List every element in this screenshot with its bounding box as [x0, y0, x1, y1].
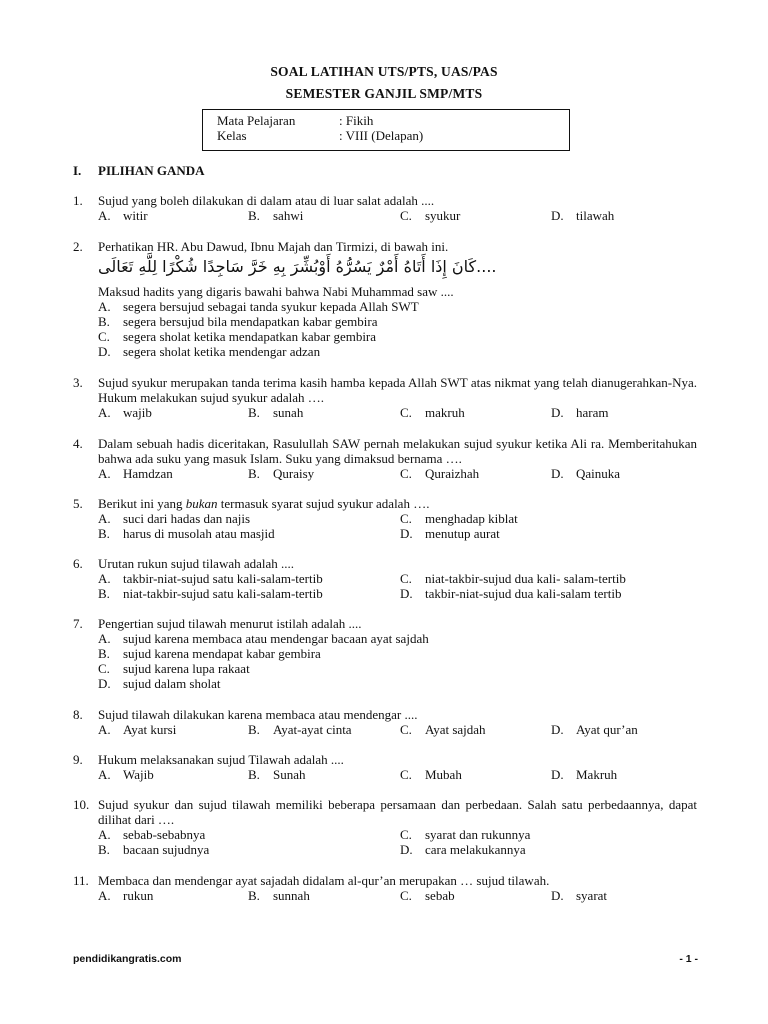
option-d: D. sujud dalam sholat — [98, 676, 221, 691]
title-line-1: SOAL LATIHAN UTS/PTS, UAS/PAS — [270, 64, 498, 79]
option-d: D. tilawah — [551, 208, 615, 223]
question-text: Pengertian sujud tilawah menurut istilah adalah .... — [98, 616, 362, 631]
question-10 — [73, 797, 697, 857]
option-b: B. Quraisy — [248, 466, 315, 481]
question-1 — [73, 193, 697, 223]
class-value: : VIII (Delapan) — [339, 128, 424, 143]
question-number: 5. — [73, 496, 83, 511]
options-row — [98, 208, 697, 223]
class-label: Kelas — [217, 128, 247, 143]
options-row — [98, 722, 697, 737]
question-9 — [73, 752, 697, 782]
subject-info-box — [202, 109, 570, 151]
question-text: Sujud syukur dan sujud tilawah memiliki beberapa persamaan dan perbedaan. Salah satu perbedaannya, dapat dilihat dari …. — [98, 797, 697, 827]
option-c: C. syarat dan rukunnya — [400, 827, 531, 842]
section-title: PILIHAN GANDA — [98, 163, 205, 178]
question-text: Sujud tilawah dilakukan karena membaca atau mendengar .... — [98, 707, 418, 722]
hadith-arabic-text: ....كَانَ إِذَا أَتَاهُ أَمْرٌ يَسُرُّهُ أَوْبُشِّرَ بِهِ خَرَّ سَاجِدًا شُكْرًا لِلَّهِ تَعَالَى — [98, 257, 497, 276]
hadith-arabic — [98, 254, 697, 284]
question-number: 6. — [73, 556, 83, 571]
question-number: 3. — [73, 375, 83, 390]
option-a: A. segera bersujud sebagai tanda syukur kepada Allah SWT — [98, 299, 419, 314]
option-b: B. niat-takbir-sujud satu kali-salam-tertib — [98, 586, 323, 601]
option-a: A. Wajib — [98, 767, 154, 782]
option-d: D. haram — [551, 405, 609, 420]
option-c: C. Mubah — [400, 767, 462, 782]
question-text: Sujud yang boleh dilakukan di dalam atau di luar salat adalah .... — [98, 193, 435, 208]
option-b: B. sujud karena mendapat kabar gembira — [98, 646, 321, 661]
question-text: Hukum melaksanakan sujud Tilawah adalah .... — [98, 752, 344, 767]
question-number: 8. — [73, 707, 83, 722]
options-list — [98, 299, 697, 359]
footer-site: pendidikangratis.com — [73, 953, 182, 965]
question-text: Membaca dan mendengar ayat sajadah didalam al-qur’an merupakan … sujud tilawah. — [98, 873, 550, 888]
question-5 — [73, 496, 697, 541]
options-list — [98, 631, 697, 691]
options-row — [98, 405, 697, 420]
options-row-1 — [98, 571, 697, 586]
option-d: D. cara melakukannya — [400, 842, 526, 857]
question-number: 4. — [73, 436, 83, 451]
question-text: Dalam sebuah hadis diceritakan, Rasulullah SAW pernah melakukan sujud syukur ketika Ali ra. Memberitahukan bahwa ada suku yang masuk Islam. Suku yang dimaksud bernama …. — [98, 436, 697, 466]
options-row-1 — [98, 827, 697, 842]
option-c: C. segera sholat ketika mendapatkan kabar gembira — [98, 329, 377, 344]
option-d: D. menutup aurat — [400, 526, 500, 541]
option-b: B. segera bersujud bila mendapatkan kabar gembira — [98, 314, 378, 329]
question-6 — [73, 556, 697, 601]
option-b: B. Sunah — [248, 767, 306, 782]
option-a: A. suci dari hadas dan najis — [98, 511, 251, 526]
section-number: I. — [73, 163, 82, 178]
question-text: Urutan rukun sujud tilawah adalah .... — [98, 556, 295, 571]
subject-label: Mata Pelajaran — [217, 113, 296, 128]
option-b: B. sunah — [248, 405, 304, 420]
options-row-2 — [98, 842, 697, 857]
options-row — [98, 767, 697, 782]
option-b: B. harus di musolah atau masjid — [98, 526, 275, 541]
question-2 — [73, 239, 697, 359]
option-c: C. sebab — [400, 888, 455, 903]
question-text: Sujud syukur merupakan tanda terima kasih hamba kepada Allah SWT atas nikmat yang telah dianugerahkan-Nya. Hukum melakukan sujud syukur adalah …. — [98, 375, 697, 405]
option-a: A. Hamdzan — [98, 466, 173, 481]
question-number: 2. — [73, 239, 83, 254]
option-d: D. syarat — [551, 888, 608, 903]
question-number: 1. — [73, 193, 83, 208]
options-row-2 — [98, 586, 697, 601]
option-c: C. niat-takbir-sujud dua kali- salam-tertib — [400, 571, 626, 586]
question-11 — [73, 873, 697, 903]
question-text: Perhatikan HR. Abu Dawud, Ibnu Majah dan Tirmizi, di bawah ini. — [98, 239, 449, 254]
subject-value: : Fikih — [339, 113, 374, 128]
question-4 — [73, 436, 697, 481]
page-number: - 1 - — [679, 953, 698, 965]
option-c: C. sujud karena lupa rakaat — [98, 661, 250, 676]
question-prompt: Maksud hadits yang digaris bawahi bahwa Nabi Muhammad saw .... — [98, 284, 454, 299]
option-c: C. syukur — [400, 208, 461, 223]
option-d: D. takbir-niat-sujud dua kali-salam tertib — [400, 586, 622, 601]
option-d: D. Ayat qur’an — [551, 722, 638, 737]
option-d: D. Makruh — [551, 767, 618, 782]
option-b: B. sunnah — [248, 888, 310, 903]
option-c: C. menghadap kiblat — [400, 511, 518, 526]
option-c: C. Ayat sajdah — [400, 722, 486, 737]
option-c: C. Quraizhah — [400, 466, 480, 481]
option-d: D. Qainuka — [551, 466, 621, 481]
option-a: A. sebab-sebabnya — [98, 827, 206, 842]
question-number: 11. — [73, 873, 89, 888]
question-3 — [73, 375, 697, 420]
option-a: A. witir — [98, 208, 148, 223]
options-row — [98, 888, 697, 903]
question-number: 9. — [73, 752, 83, 767]
option-b: B. sahwi — [248, 208, 304, 223]
option-a: A. Ayat kursi — [98, 722, 177, 737]
options-row-1 — [98, 511, 697, 526]
option-b: B. bacaan sujudnya — [98, 842, 210, 857]
question-text: Berikut ini yang bukan termasuk syarat sujud syukur adalah …. — [98, 496, 430, 511]
question-number: 10. — [73, 797, 90, 812]
question-7 — [73, 616, 697, 691]
options-row-2 — [98, 526, 697, 541]
option-a: A. wajib — [98, 405, 152, 420]
option-a: A. rukun — [98, 888, 154, 903]
option-d: D. segera sholat ketika mendengar adzan — [98, 344, 321, 359]
option-a: A. takbir-niat-sujud satu kali-salam-tertib — [98, 571, 323, 586]
question-number: 7. — [73, 616, 83, 631]
option-b: B. Ayat-ayat cinta — [248, 722, 352, 737]
option-c: C. makruh — [400, 405, 465, 420]
options-row — [98, 466, 697, 481]
question-8 — [73, 707, 697, 737]
option-a: A. sujud karena membaca atau mendengar bacaan ayat sajdah — [98, 631, 429, 646]
title-line-2: SEMESTER GANJIL SMP/MTS — [285, 86, 483, 101]
